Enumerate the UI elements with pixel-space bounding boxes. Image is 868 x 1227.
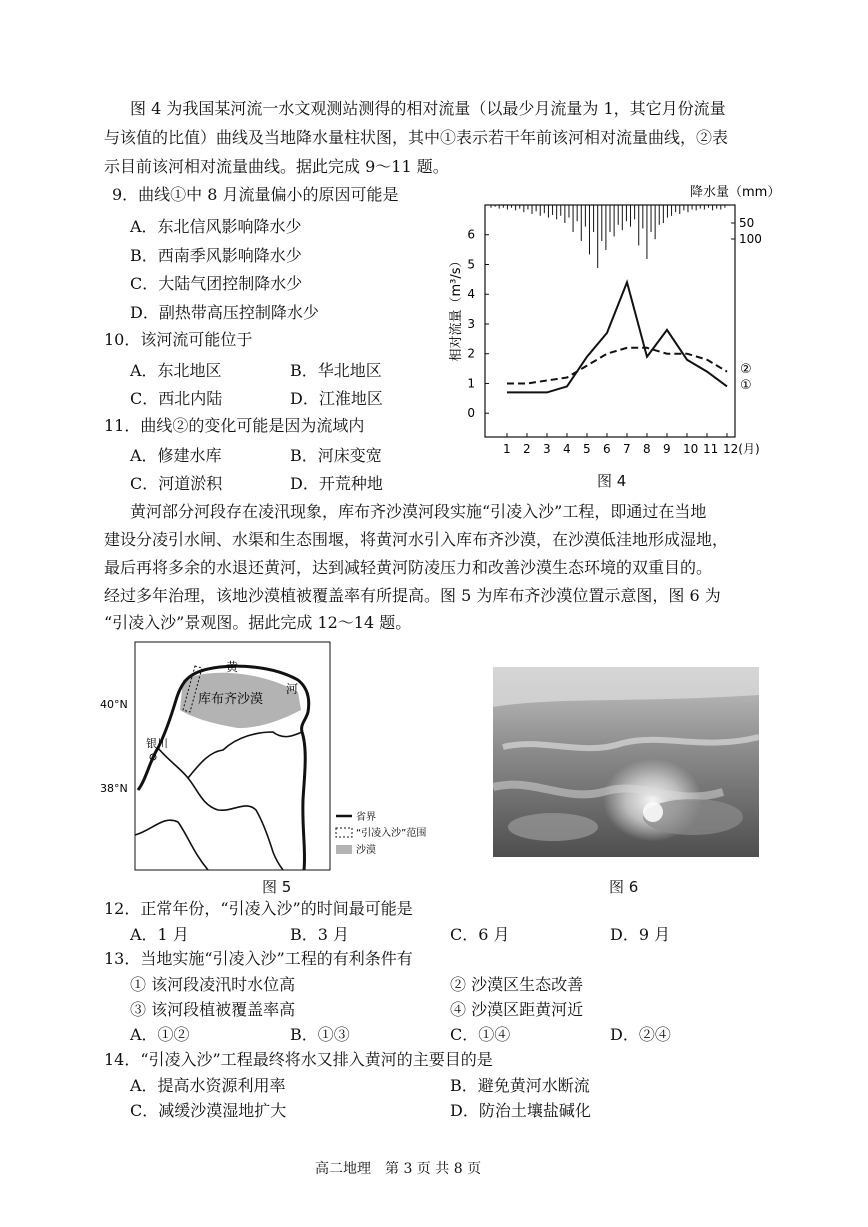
x-tick-label: 5: [583, 442, 591, 456]
x-tick-label: 9: [663, 442, 671, 456]
q13-item-3: ③ 该河段植被覆盖率高: [130, 1000, 296, 1019]
q11-option-b: B．河床变宽: [290, 446, 382, 465]
precip-bars: [491, 205, 725, 268]
legend-range-label: “引凌入沙”范围: [356, 828, 427, 839]
x-tick-label: 12(月): [723, 442, 760, 456]
figure-5-map: [98, 640, 448, 880]
page-footer: 高二地理 第 3 页 共 8 页: [315, 1161, 482, 1177]
y-tick-label: 4: [467, 287, 475, 302]
passage2-line-2: 建设分凌引水闸、水渠和生态围堰，将黄河水引入库布齐沙漠，在沙漠低洼地形成湿地，: [104, 530, 729, 549]
q12-stem: 12．正常年份，“引凌入沙”的时间最可能是: [104, 899, 413, 918]
q9-option-b: B．西南季风影响降水少: [130, 246, 302, 265]
x-tick-label: 4: [563, 442, 571, 456]
intro-line-2: 与该值的比值）曲线及当地降水量柱状图，其中①表示若干年前该河相对流量曲线，②表: [104, 128, 729, 147]
q13-item-4: ④ 沙漠区距黄河近: [450, 1000, 584, 1019]
q14-option-d: D．防治土壤盐碱化: [450, 1101, 591, 1120]
flow-axis-label: 相对流量（m³/s）: [449, 254, 464, 362]
photo-landscape: [493, 667, 759, 857]
x-tick-label: 3: [543, 442, 551, 456]
city-label: 银川: [146, 737, 168, 750]
q10-option-c: C．西北内陆: [130, 389, 223, 408]
passage2-line-1: 黄河部分河段存在凌汛现象，库布齐沙漠河段实施“引凌入沙”工程，即通过在当地: [130, 502, 707, 521]
x-tick-label: 11: [703, 442, 719, 456]
y-tick-label: 0: [467, 406, 475, 421]
curve-2-label: ②: [740, 362, 752, 377]
passage2-line-3: 最后再将多余的水退还黄河，达到减轻黄河防凌压力和改善沙漠生态环境的双重目的。: [104, 558, 713, 577]
curve-1-line: [507, 282, 727, 392]
x-tick-label: 10: [683, 442, 699, 456]
q9-option-a: A．东北信风影响降水少: [130, 217, 302, 236]
x-tick-label: 2: [523, 442, 531, 456]
figure-6-photo: [493, 667, 759, 857]
q12-option-c: C．6 月: [450, 925, 510, 944]
figure-4-chart: [440, 178, 780, 468]
plot-frame: [485, 205, 735, 437]
precip-tick-label: 100: [739, 232, 762, 246]
x-tick-label: 6: [603, 442, 611, 456]
x-tick-label: 8: [643, 442, 651, 456]
figure-4-caption: 图 4: [597, 472, 627, 490]
q10-option-b: B．华北地区: [290, 361, 382, 380]
legend-desert-label: 沙漠: [356, 845, 376, 856]
x-tick-label: 1: [503, 442, 511, 456]
q14-stem: 14．“引凌入沙”工程最终将水又排入黄河的主要目的是: [104, 1050, 493, 1069]
passage2-line-5: “引凌入沙”景观图。据此完成 12～14 题。: [104, 613, 412, 632]
q10-stem: 10．该河流可能位于: [104, 330, 253, 349]
river-label-he: 河: [286, 682, 299, 696]
x-tick-label: 7: [623, 442, 631, 456]
q9-option-c: C．大陆气团控制降水少: [130, 274, 303, 293]
legend-range-swatch: [336, 828, 352, 837]
q12-option-a: A．1 月: [130, 925, 189, 944]
river-label-huang: 黄: [226, 660, 239, 674]
intro-line-1: 图 4 为我国某河流一水文观测站测得的相对流量（以最少月流量为 1，其它月份流量: [130, 99, 726, 118]
y-tick-label: 2: [467, 346, 475, 361]
q14-option-c: C．减缓沙漠湿地扩大: [130, 1101, 287, 1120]
precip-y-ticks: [731, 216, 762, 246]
figure-5-caption: 图 5: [262, 878, 292, 896]
q12-option-d: D．9 月: [610, 925, 671, 944]
q9-stem: 9．曲线①中 8 月流量偏小的原因可能是: [112, 185, 399, 204]
q10-option-a: A．东北地区: [130, 361, 222, 380]
q13-option-c: C．①④: [450, 1025, 511, 1044]
q14-option-b: B．避免黄河水断流: [450, 1076, 590, 1095]
precip-tick-label: 50: [739, 216, 755, 230]
q13-option-b: B．①③: [290, 1025, 350, 1044]
legend-border-label: 省界: [356, 812, 376, 823]
figure-6-caption: 图 6: [609, 878, 639, 896]
lat-40: 40°N: [100, 698, 128, 711]
flow-y-ticks: [467, 228, 489, 420]
passage2-line-4: 经过多年治理，该地沙漠植被覆盖率有所提高。图 5 为库布齐沙漠位置示意图，图 6 为: [104, 586, 721, 605]
q12-option-b: B．3 月: [290, 925, 350, 944]
q13-stem: 13．当地实施“引凌入沙”工程的有利条件有: [104, 949, 413, 968]
q11-option-c: C．河道淤积: [130, 474, 223, 493]
lat-38: 38°N: [100, 782, 128, 795]
q14-option-a: A．提高水资源利用率: [130, 1076, 286, 1095]
y-tick-label: 6: [467, 227, 475, 242]
intro-line-3: 示目前该河相对流量曲线。据此完成 9～11 题。: [104, 157, 449, 176]
curve-1-label: ①: [740, 378, 752, 393]
q11-option-a: A．修建水库: [130, 446, 222, 465]
y-tick-label: 5: [467, 257, 475, 272]
precip-axis-label: 降水量（mm）: [690, 185, 780, 200]
q13-item-2: ② 沙漠区生态改善: [450, 975, 584, 994]
q9-option-d: D．副热带高压控制降水少: [130, 303, 319, 322]
q10-option-d: D．江淮地区: [290, 389, 383, 408]
q13-option-a: A．①②: [130, 1025, 190, 1044]
q11-option-d: D．开荒种地: [290, 474, 383, 493]
y-tick-label: 3: [467, 316, 475, 331]
y-tick-label: 1: [467, 376, 475, 391]
q13-option-d: D．②④: [610, 1025, 671, 1044]
legend-desert-swatch: [336, 845, 352, 854]
curve-2-line: [507, 348, 727, 384]
desert-label: 库布齐沙漠: [198, 692, 264, 707]
q11-stem: 11．曲线②的变化可能是因为流域内: [104, 416, 365, 435]
q13-item-1: ① 该河段凌汛时水位高: [130, 975, 296, 994]
